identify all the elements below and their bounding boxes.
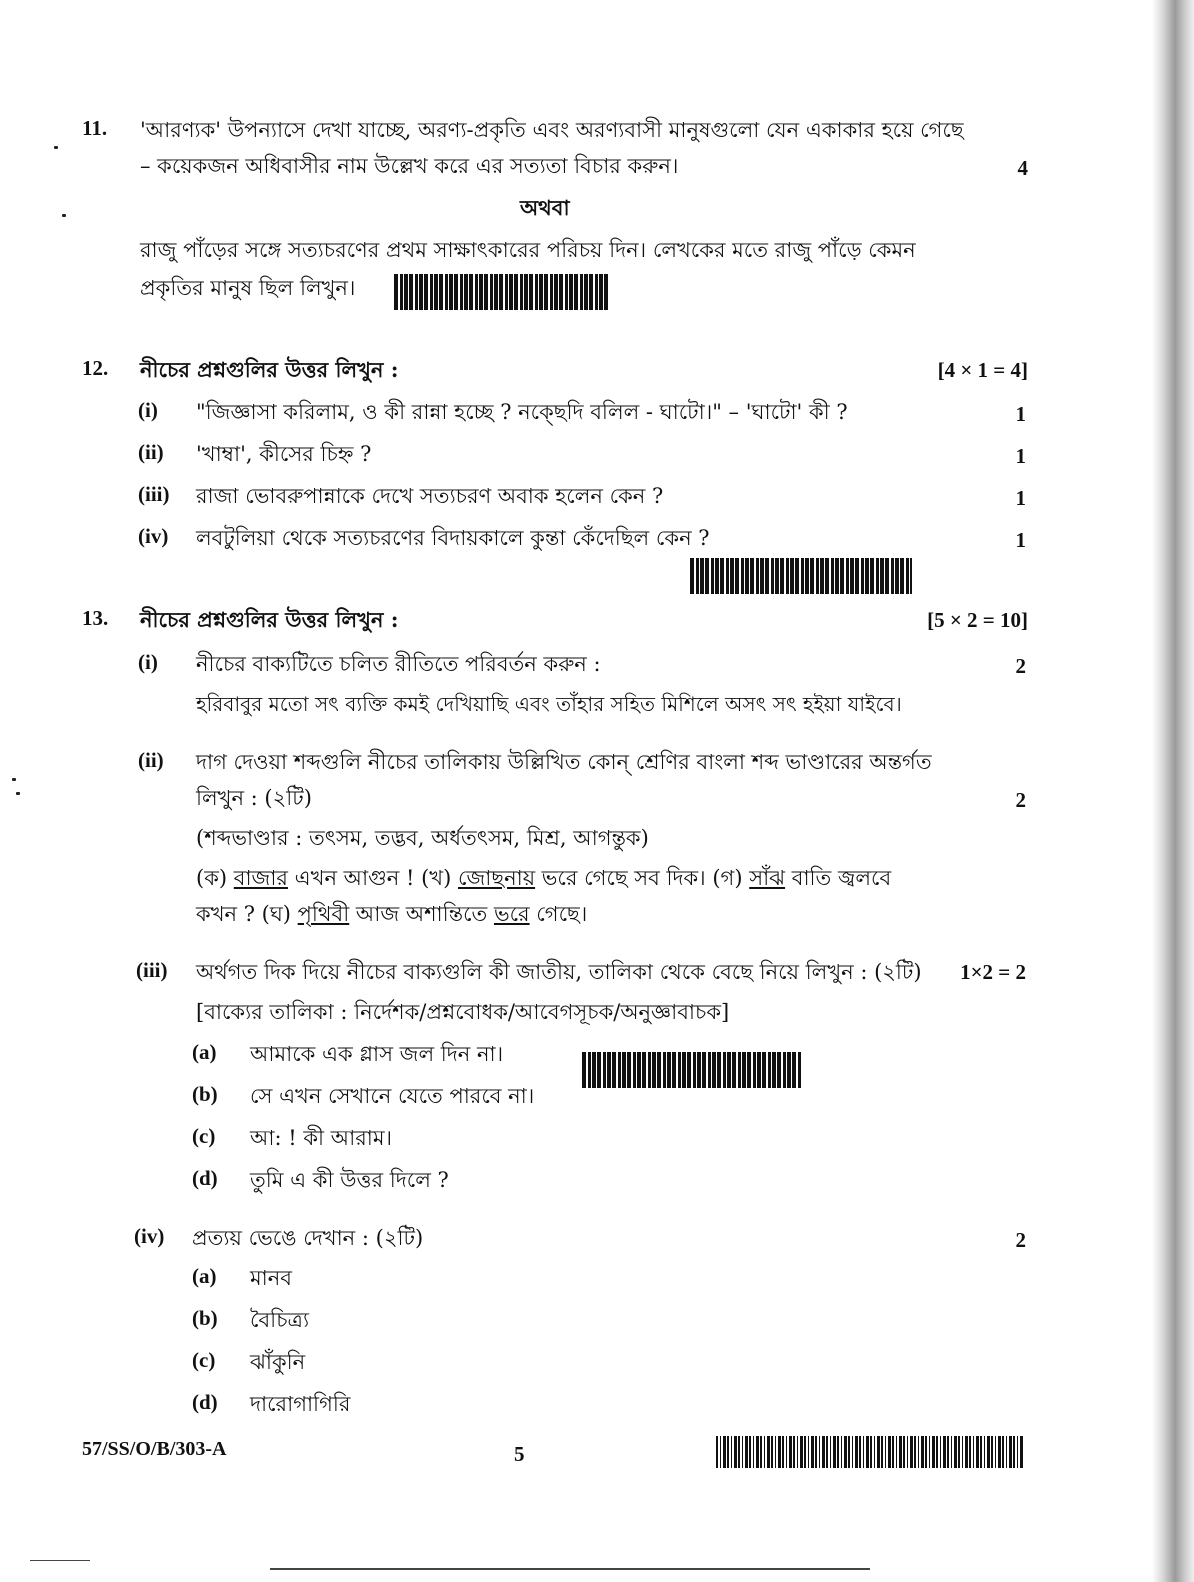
q12-item-text: লবটুলিয়া থেকে সত্যচরণের বিদায়কালে কুন্তা কেঁদেছিল কেন ? bbox=[196, 526, 710, 550]
barcode bbox=[582, 1052, 802, 1088]
q12-item-label: (iv) bbox=[138, 524, 169, 548]
q13-iv-mark: 2 bbox=[1015, 1228, 1026, 1252]
q12-item-mark: 1 bbox=[1015, 444, 1026, 468]
q12-item-mark: 1 bbox=[1015, 486, 1026, 510]
underlined-word: জোছনায় bbox=[457, 866, 536, 890]
barcode bbox=[394, 274, 610, 310]
example-text: গেছে। bbox=[536, 902, 588, 926]
underlined-word: ভরে bbox=[493, 902, 530, 926]
q13-ii-word-list: (শব্দভাণ্ডার : তৎসম, তদ্ভব, অর্ধতৎসম, মিশ্র, আগন্তুক) bbox=[196, 826, 649, 850]
underlined-word: বাজার bbox=[233, 866, 288, 890]
q13-iii-item-label: (b) bbox=[192, 1082, 218, 1106]
q13-iii-item-text: তুমি এ কী উত্তর দিলে ? bbox=[250, 1168, 449, 1192]
q13-ii-line2: লিখুন : (২টি) bbox=[196, 786, 312, 810]
barcode bbox=[716, 1436, 1024, 1468]
q13-i-mark: 2 bbox=[1015, 654, 1026, 678]
q13-iv-item-text: দারোগাগিরি bbox=[250, 1392, 351, 1416]
question-number: 12. bbox=[82, 356, 109, 380]
question-number: 11. bbox=[82, 116, 108, 140]
q13-iv-label: (iv) bbox=[134, 1224, 165, 1248]
scan-bottom-line bbox=[270, 1568, 870, 1570]
q13-ii-label: (ii) bbox=[138, 748, 164, 772]
q13-ii-mark: 2 bbox=[1015, 788, 1026, 812]
q13-iv-item-label: (a) bbox=[192, 1264, 217, 1288]
scan-speck bbox=[62, 214, 66, 217]
q13-iii-label: (iii) bbox=[136, 958, 168, 982]
q13-iii-item-label: (c) bbox=[192, 1124, 216, 1148]
q12-heading: নীচের প্রশ্নগুলির উত্তর লিখুন : bbox=[140, 357, 399, 382]
q11-marks: 4 bbox=[1017, 156, 1028, 180]
q12-item-mark: 1 bbox=[1015, 402, 1026, 426]
q12-item-text: 'খাম্বা', কীসের চিহ্ন ? bbox=[196, 442, 372, 466]
scan-speck bbox=[54, 146, 58, 149]
q13-iv-item-label: (c) bbox=[192, 1348, 216, 1372]
q11-alt-line1: রাজু পাঁড়ের সঙ্গে সত্যচরণের প্রথম সাক্ষাৎকারের পরিচয় দিন। লেখকের মতে রাজু পাঁড়ে কেমন bbox=[140, 238, 916, 262]
q13-i-label: (i) bbox=[138, 650, 158, 674]
q13-iv-item-text: বৈচিত্র্য bbox=[250, 1308, 310, 1332]
paper-code: 57/SS/O/B/303-A bbox=[82, 1438, 227, 1460]
q13-iv-item-label: (b) bbox=[192, 1306, 218, 1330]
q13-iii-item-label: (a) bbox=[192, 1040, 217, 1064]
q12-item-text: রাজা ভোবরুপান্নাকে দেখে সত্যচরণ অবাক হলেন কেন ? bbox=[196, 484, 664, 508]
example-text: ভরে গেছে সব দিক। (গ) bbox=[541, 866, 743, 890]
q12-item-mark: 1 bbox=[1015, 528, 1026, 552]
q13-iv-item-label: (d) bbox=[192, 1390, 218, 1414]
underlined-word: সাঁঝ bbox=[749, 866, 786, 890]
q12-item-text: "জিজ্ঞাসা করিলাম, ও কী রান্না হচ্ছে ? নক্ছেদি বলিল - ঘাটো।" – 'ঘাটো' কী ? bbox=[196, 400, 848, 424]
q11-text-line2: – কয়েকজন অধিবাসীর নাম উল্লেখ করে এর সত্যতা বিচার করুন। bbox=[140, 154, 679, 178]
q13-iii-item-text: আ: ! কী আরাম। bbox=[250, 1126, 393, 1150]
example-text: এখন আগুন ! (খ) bbox=[294, 866, 452, 890]
barcode bbox=[690, 558, 912, 594]
q13-ii-examples-line2 bbox=[196, 900, 587, 928]
q12-item-label: (i) bbox=[138, 398, 158, 422]
scan-speck bbox=[12, 778, 16, 781]
example-text: কখন ? (ঘ) bbox=[196, 902, 291, 926]
q11-alt-line2: প্রকৃতির মানুষ ছিল লিখুন। bbox=[140, 276, 356, 300]
underlined-word: পৃথিবী bbox=[297, 902, 350, 926]
q13-iii-mark: 1×2 = 2 bbox=[960, 960, 1026, 984]
scan-speck bbox=[16, 792, 20, 795]
q13-ii-line1: দাগ দেওয়া শব্দগুলি নীচের তালিকায় উল্লিখিত কোন্ শ্রেণির বাংলা শব্দ ভাণ্ডারের অন্তর্গত bbox=[196, 750, 932, 774]
q13-iii-text: অর্থগত দিক দিয়ে নীচের বাক্যগুলি কী জাতীয়, তালিকা থেকে বেছে নিয়ে লিখুন : (২টি) bbox=[196, 960, 922, 984]
q13-iii-item-text: সে এখন সেখানে যেতে পারবে না। bbox=[250, 1084, 535, 1108]
question-number: 13. bbox=[82, 606, 109, 630]
q13-ii-examples-line1 bbox=[196, 864, 891, 892]
q12-marks: [4 × 1 = 4] bbox=[937, 358, 1028, 382]
scan-bottom-line bbox=[30, 1560, 90, 1561]
q13-heading: নীচের প্রশ্নগুলির উত্তর লিখুন : bbox=[140, 607, 399, 632]
q13-i-text: নীচের বাক্যটিতে চলিত রীতিতে পরিবর্তন করুন : bbox=[196, 652, 601, 676]
example-text: আজ অশান্তিতে bbox=[355, 902, 488, 926]
q12-item-label: (iii) bbox=[138, 482, 170, 506]
q13-marks: [5 × 2 = 10] bbox=[927, 608, 1028, 632]
q13-iv-item-text: মানব bbox=[250, 1266, 292, 1290]
q12-item-label: (ii) bbox=[138, 440, 164, 464]
q13-iv-item-text: ঝাঁকুনি bbox=[250, 1350, 306, 1374]
example-label: (ক) bbox=[196, 866, 228, 890]
page-number: 5 bbox=[514, 1442, 525, 1466]
q13-i-sentence: হরিবাবুর মতো সৎ ব্যক্তি কমই দেখিয়াছি এবং তাঁহার সহিত মিশিলে অসৎ সৎ হইয়া যাইবে। bbox=[196, 692, 902, 716]
example-text: বাতি জ্বলবে bbox=[791, 866, 892, 890]
scan-edge bbox=[1152, 0, 1194, 1582]
q11-text-line1: 'আরণ্যক' উপন্যাসে দেখা যাচ্ছে, অরণ্য-প্রকৃতি এবং অরণ্যবাসী মানুষগুলো যেন একাকার হয়ে গেছে bbox=[140, 118, 964, 142]
q13-iii-item-text: আমাকে এক গ্লাস জল দিন না। bbox=[250, 1042, 504, 1066]
q13-iii-item-label: (d) bbox=[192, 1166, 218, 1190]
q13-iii-list: [বাক্যের তালিকা : নির্দেশক/প্রশ্নবোধক/আবেগসূচক/অনুজ্ঞাবাচক] bbox=[196, 1000, 730, 1024]
q13-iv-text: প্রত্যয় ভেঙে দেখান : (২টি) bbox=[192, 1226, 424, 1250]
or-label: অথবা bbox=[520, 195, 570, 220]
